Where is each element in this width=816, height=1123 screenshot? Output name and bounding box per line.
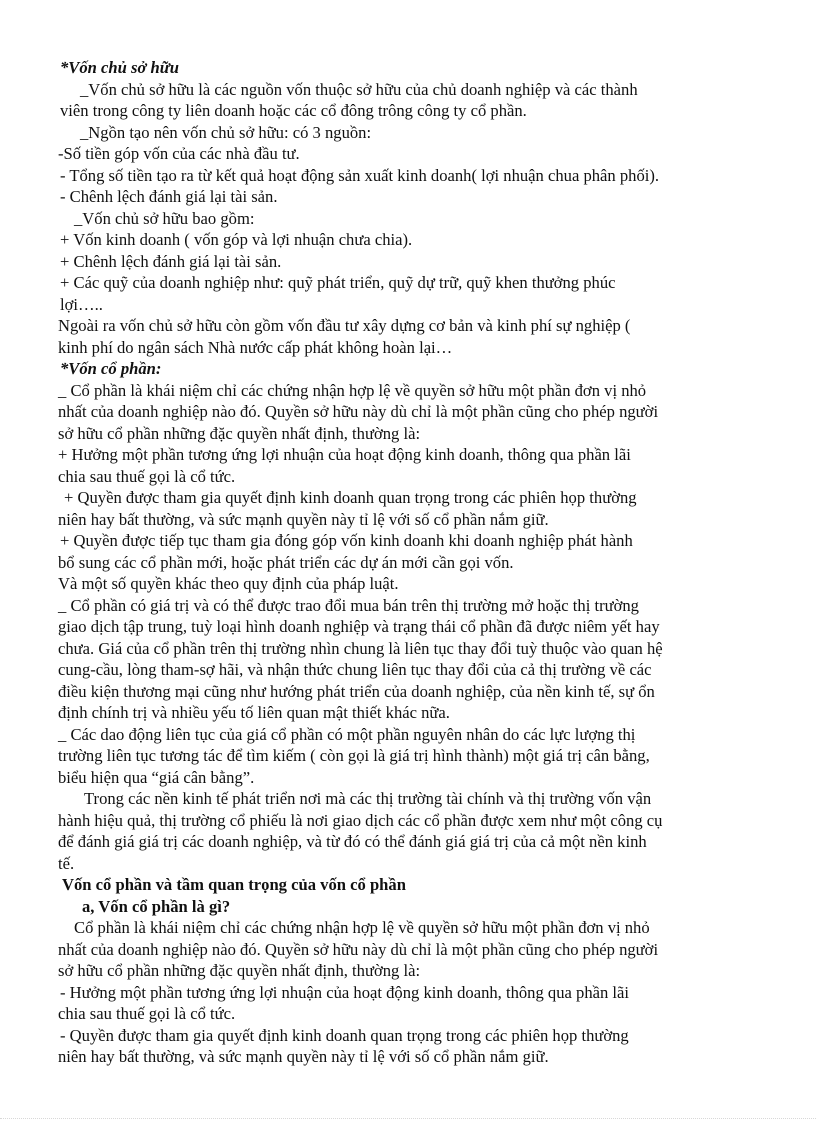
document-body: [56, 57, 776, 1068]
text-line: tế.: [58, 853, 75, 873]
text-line: nhất của doanh nghiệp nào đó. Quyền sở hữu này dù chỉ là một phần cũng cho phép người: [58, 939, 659, 959]
text-line: viên trong công ty liên doanh hoặc các cổ đông trông công ty cổ phần.: [60, 101, 527, 120]
section-heading: Vốn cổ phần và tầm quan trọng của vốn cổ phần: [62, 875, 406, 894]
text-line: để đánh giá giá trị các doanh nghiệp, và từ đó có thể đánh giá giá trị của cả một nền kinh: [58, 832, 647, 851]
text-line: Trong các nền kinh tế phát triển nơi mà các thị trường tài chính và thị trường vốn vận: [84, 789, 652, 808]
section-heading: a, Vốn cổ phần là gì?: [82, 896, 231, 916]
text-line: Ngoài ra vốn chủ sở hữu còn gồm vốn đầu tư xây dựng cơ bản và kinh phí sự nghiệp (: [58, 316, 631, 335]
text-line: chia sau thuế gọi là cổ tức.: [58, 466, 236, 486]
text-line: _Vốn chủ sở hữu là các nguồn vốn thuộc sở hữu của chủ doanh nghiệp và các thành: [80, 79, 638, 99]
text-line: _ Các dao động liên tục của giá cổ phần có một phần nguyên nhân do các lực lượng thị: [58, 724, 636, 744]
text-line: + Hưởng một phần tương ứng lợi nhuận của hoạt động kinh doanh, thông qua phần lãi: [58, 445, 631, 464]
text-line: kinh phí do ngân sách Nhà nước cấp phát không hoàn lại…: [58, 337, 453, 357]
text-line: chưa. Giá của cổ phần trên thị trường nhìn chung là liên tục thay đổi tuỳ thuộc vào quan hệ: [58, 638, 663, 658]
text-line: Cổ phần là khái niệm chỉ các chứng nhận hợp lệ về quyền sở hữu một phần đơn vị nhỏ: [74, 918, 650, 937]
text-line: niên hay bất thường, và sức mạnh quyền này tỉ lệ với số cổ phần nắm giữ.: [58, 1047, 549, 1066]
text-line: bổ sung các cổ phần mới, hoặc phát triển các dự án mới cần gọi vốn.: [58, 552, 514, 572]
text-line: sở hữu cổ phần những đặc quyền nhất định, thường là:: [58, 423, 421, 443]
text-line: chia sau thuế gọi là cổ tức.: [58, 1004, 236, 1023]
text-line: giao dịch tập trung, tuỳ loại hình doanh nghiệp và trạng thái cổ phần đã được niêm yết hay: [58, 617, 660, 636]
text-line: niên hay bất thường, và sức mạnh quyền này tỉ lệ với số cổ phần nắm giữ.: [58, 509, 549, 529]
text-line: - Chênh lệch đánh giá lại tài sản.: [60, 187, 278, 206]
text-line: + Chênh lệch đánh giá lại tài sản.: [60, 251, 282, 271]
text-line: _Ngồn tạo nên vốn chủ sở hữu: có 3 nguồn:: [80, 122, 372, 142]
text-line: + Vốn kinh doanh ( vốn góp và lợi nhuận chưa chia).: [60, 230, 413, 249]
text-line: Và một số quyền khác theo quy định của pháp luật.: [58, 574, 399, 593]
text-line: -Số tiền góp vốn của các nhà đầu tư.: [58, 144, 300, 163]
text-line: lợi…..: [60, 294, 103, 314]
text-line: - Tổng số tiền tạo ra từ kết quả hoạt động sản xuất kinh doanh( lợi nhuận chua phân phối).: [60, 165, 660, 185]
text-line: _ Cổ phần có giá trị và có thể được trao đổi mua bán trên thị trường mở hoặc thị trường: [58, 595, 639, 615]
text-line: trường liên tục tương tác để tìm kiếm ( còn gọi là giá trị hình thành) một giá trị cân bằng,: [58, 746, 650, 765]
text-line: nhất của doanh nghiệp nào đó. Quyền sở hữu này dù chỉ là một phần cũng cho phép người: [58, 402, 659, 421]
text-line: _Vốn chủ sở hữu bao gồm:: [74, 208, 255, 228]
text-line: - Quyền được tham gia quyết định kinh doanh quan trọng trong các phiên họp thường: [60, 1025, 629, 1045]
text-line: điều kiện thương mại cũng như hướng phát triển của doanh nghiệp, của nền kinh tế, sự ổn: [58, 681, 655, 701]
text-line: định chính trị và nhiều yếu tố liên quan mật thiết khác nữa.: [58, 703, 450, 722]
text-line: + Quyền được tiếp tục tham gia đóng góp vốn kinh doanh khi doanh nghiệp phát hành: [60, 531, 633, 550]
section-heading: *Vốn chủ sở hữu: [60, 58, 179, 77]
section-heading: *Vốn cổ phần:: [60, 359, 162, 378]
text-line: hành hiệu quả, thị trường cổ phiếu là nơi giao dịch các cổ phần được xem như một công cụ: [58, 810, 663, 830]
text-line: _ Cổ phần là khái niệm chỉ các chứng nhận hợp lệ về quyền sở hữu một phần đơn vị nhỏ: [58, 380, 647, 400]
text-line: + Các quỹ của doanh nghiệp như: quỹ phát triển, quỹ dự trữ, quỹ khen thưởng phúc: [60, 273, 616, 292]
text-line: biểu hiện qua “giá cân bằng”.: [58, 767, 255, 787]
text-line: sở hữu cổ phần những đặc quyền nhất định, thường là:: [58, 961, 421, 980]
text-line: - Hưởng một phần tương ứng lợi nhuận của hoạt động kinh doanh, thông qua phần lãi: [60, 982, 630, 1002]
page-bottom-rule: [0, 1118, 816, 1119]
text-line: cung-cầu, lòng tham-sợ hãi, và nhận thức chung liên tục thay đổi của cả thị trường về các: [58, 660, 652, 679]
text-line: + Quyền được tham gia quyết định kinh doanh quan trọng trong các phiên họp thường: [64, 488, 637, 507]
